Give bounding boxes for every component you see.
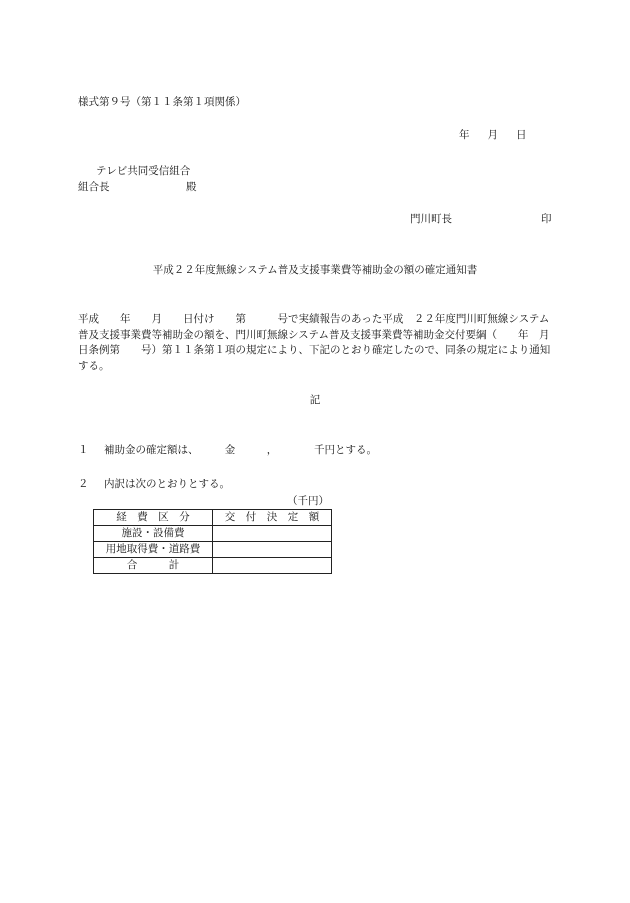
addressee-line <box>78 181 197 193</box>
table-row <box>94 558 332 574</box>
table-cell: 合 計 <box>94 558 213 574</box>
addressee-organization: テレビ共同受信組合 <box>96 165 191 177</box>
table-row <box>94 542 332 558</box>
header-cell: 経 費 区 分 <box>94 510 213 526</box>
addressee-honorific: 殿 <box>186 181 197 193</box>
table-header-row <box>94 510 332 526</box>
list-item <box>78 479 230 490</box>
body-paragraph: 平成 年 月 日付け 第 号で実績報告のあった平成 ２２年度門川町無線システム普及支援事業費等補助金の額を、門川町無線システム普及支援事業費等補助金交付要綱（ 年 月 日条例第 号）第１１条第１項の規定により、下記のとおり確定したので、同条の規定により通知する。 <box>78 313 571 372</box>
item-text: 内訳は次のとおりとする。 <box>104 478 230 490</box>
date-year: 年 <box>459 129 470 141</box>
header-cell: 交 付 決 定 額 <box>213 510 332 526</box>
ki-heading: 記 <box>309 394 321 406</box>
item-text: 補助金の確定額は、 金 ， 千円とする。 <box>104 444 377 456</box>
table-row <box>94 526 332 542</box>
table-cell: 用地取得費・道路費 <box>94 542 213 558</box>
sender-name: 門川町長 <box>410 213 452 225</box>
date-line <box>459 130 527 141</box>
seal-mark: 印 <box>541 213 552 225</box>
item-number: １ <box>78 444 89 456</box>
document-title: 平成２２年度無線システム普及支援事業費等補助金の額の確定通知書 <box>152 264 478 276</box>
list-item <box>78 445 377 456</box>
table-unit: （千円） <box>287 495 329 507</box>
form-label: 様式第９号（第１１条第１項関係） <box>78 96 246 108</box>
date-month: 月 <box>487 129 498 141</box>
table-cell <box>213 558 332 574</box>
item-number: ２ <box>78 478 89 490</box>
table-cell <box>213 542 332 558</box>
date-day: 日 <box>516 129 527 141</box>
breakdown-table <box>93 509 332 574</box>
table-cell <box>213 526 332 542</box>
addressee-role: 組合長 <box>78 181 110 193</box>
table-cell: 施設・設備費 <box>94 526 213 542</box>
